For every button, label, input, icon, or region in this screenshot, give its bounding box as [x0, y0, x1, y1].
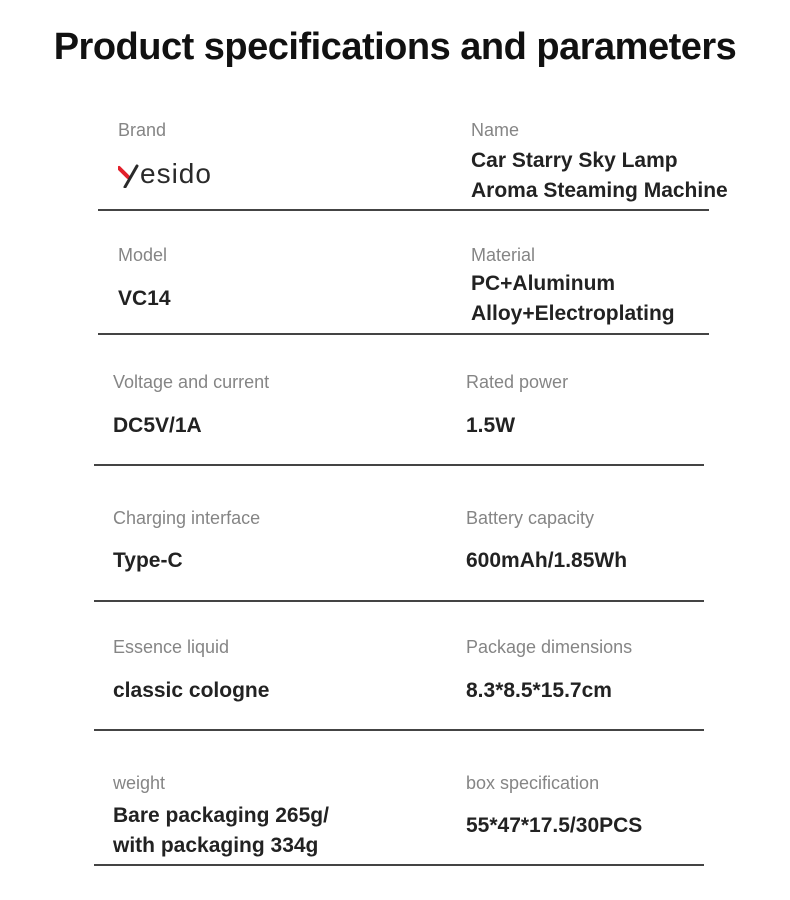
charging-label: Charging interface: [113, 508, 261, 528]
weight-label: weight: [113, 773, 166, 793]
package-dimensions-value: 8.3*8.5*15.7cm: [466, 679, 612, 702]
divider: [94, 600, 704, 602]
box-spec-value: 55*47*17.5/30PCS: [466, 814, 643, 837]
weight-value: [113, 801, 329, 861]
weight-value-line2: with packaging 334g: [113, 834, 319, 857]
brand-logo-y-icon: [118, 160, 140, 188]
weight-value-line1: Bare packaging 265g/: [113, 804, 329, 827]
rated-power-value: 1.5W: [466, 414, 516, 437]
name-value: [471, 146, 728, 206]
material-value-line1: PC+Aluminum: [471, 272, 616, 295]
material-value-line2: Alloy+Electroplating: [471, 302, 675, 325]
divider: [94, 729, 704, 731]
divider: [98, 209, 709, 211]
voltage-value: DC5V/1A: [113, 414, 202, 437]
battery-value: 600mAh/1.85Wh: [466, 549, 628, 572]
name-value-line2: Aroma Steaming Machine: [471, 179, 728, 202]
voltage-label: Voltage and current: [113, 372, 270, 392]
name-label: Name: [471, 120, 520, 140]
model-label: Model: [118, 245, 168, 265]
charging-value: Type-C: [113, 549, 183, 572]
rated-power-label: Rated power: [466, 372, 569, 392]
divider: [94, 464, 704, 466]
box-spec-label: box specification: [466, 773, 600, 793]
brand-logo-text: esido: [140, 158, 212, 189]
brand-label: Brand: [118, 120, 167, 140]
material-label: Material: [471, 245, 536, 265]
brand-logo: [118, 154, 212, 194]
name-value-line1: Car Starry Sky Lamp: [471, 149, 678, 172]
material-value: [471, 269, 675, 329]
page-title: Product specifications and parameters: [53, 26, 737, 68]
model-value: VC14: [118, 287, 171, 310]
battery-label: Battery capacity: [466, 508, 595, 528]
divider: [98, 333, 709, 335]
divider: [94, 864, 704, 866]
essence-label: Essence liquid: [113, 637, 230, 657]
essence-value: classic cologne: [113, 679, 270, 702]
package-dimensions-label: Package dimensions: [466, 637, 633, 657]
